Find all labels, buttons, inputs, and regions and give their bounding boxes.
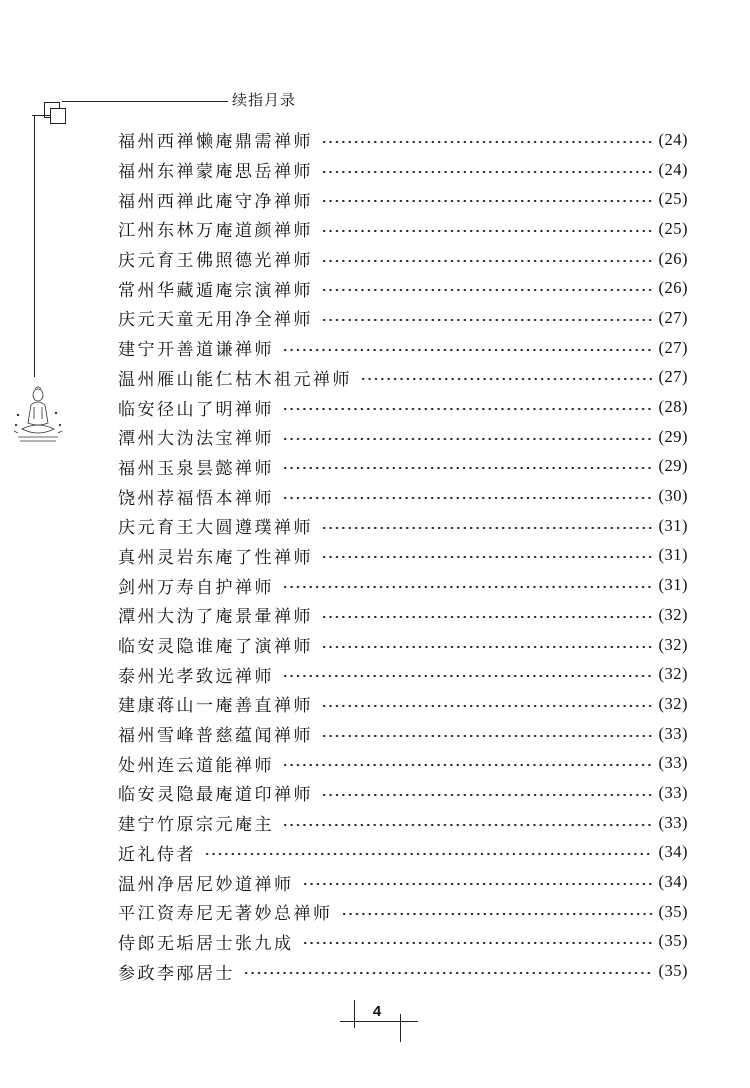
toc-entry: [118, 541, 688, 571]
dot-leader: [243, 968, 653, 974]
toc-entry: [118, 184, 688, 214]
toc-entry-page: (35): [658, 931, 688, 951]
dot-leader: [204, 849, 653, 855]
toc-entry-page: (33): [658, 812, 688, 832]
dot-leader: [282, 404, 653, 410]
toc-entry-page: (27): [658, 337, 688, 357]
toc-entry-title: 温州净居尼妙道禅师: [118, 874, 294, 895]
toc-entry-title: 福州西禅懒庵鼎需禅师: [118, 132, 313, 153]
toc-entry-title: 潭州大沩法宝禅师: [118, 429, 274, 450]
dot-leader: [321, 731, 653, 737]
toc-entry-page: (24): [658, 129, 688, 149]
toc-entry-title: 常州华藏遁庵宗演禅师: [118, 280, 313, 301]
toc-entry: [118, 303, 688, 333]
dot-leader: [282, 820, 653, 826]
toc-entry-title: 临安径山了明禅师: [118, 399, 274, 420]
dot-leader: [282, 345, 653, 351]
toc-entry-page: (33): [658, 753, 688, 773]
toc-entry: [118, 422, 688, 452]
toc-entry-page: (35): [658, 901, 688, 921]
toc-entry-page: (27): [658, 307, 688, 327]
toc-entry-title: 庆元育王大圆遵璞禅师: [118, 518, 313, 539]
header-rule: [62, 101, 228, 102]
toc-entry: [118, 956, 688, 986]
toc-entry-title: 建宁开善道谦禅师: [118, 340, 274, 361]
toc-entry: [118, 838, 688, 868]
dot-leader: [321, 552, 653, 558]
toc-entry-page: (30): [658, 486, 688, 506]
toc-entry-page: (25): [658, 189, 688, 209]
toc-entry-page: (32): [658, 604, 688, 624]
toc-entry-page: (31): [658, 515, 688, 535]
toc-entry-page: (31): [658, 575, 688, 595]
toc-entry-page: (26): [658, 248, 688, 268]
toc-entry-title: 福州西禅此庵守净禅师: [118, 191, 313, 212]
dot-leader: [321, 523, 653, 529]
toc-entry-page: (33): [658, 782, 688, 802]
toc-entry-page: (31): [658, 545, 688, 565]
table-of-contents: [118, 125, 688, 986]
toc-entry: [118, 452, 688, 482]
dot-leader: [321, 701, 653, 707]
toc-entry: [118, 214, 688, 244]
toc-entry: [118, 630, 688, 660]
toc-entry-title: 庆元育王佛照德光禅师: [118, 251, 313, 272]
toc-entry: [118, 392, 688, 422]
toc-entry-page: (34): [658, 842, 688, 862]
dot-leader: [282, 671, 653, 677]
toc-entry-title: 建宁竹原宗元庵主: [118, 815, 274, 836]
toc-entry-title: 侍郎无垢居士张九成: [118, 933, 294, 954]
dot-leader: [321, 790, 653, 796]
toc-entry: [118, 689, 688, 719]
toc-entry-title: 福州雪峰普慈蕴闻禅师: [118, 726, 313, 747]
toc-entry-title: 剑州万寿自护禅师: [118, 577, 274, 598]
dot-leader: [302, 879, 653, 885]
toc-entry-title: 庆元天童无用净全禅师: [118, 310, 313, 331]
toc-entry-title: 潭州大沩了庵景暈禅师: [118, 607, 313, 628]
toc-entry-title: 饶州荐福悟本禅师: [118, 488, 274, 509]
toc-entry-title: 温州雁山能仁枯木祖元禅师: [118, 369, 352, 390]
toc-entry-title: 福州东禅蒙庵思岳禅师: [118, 162, 313, 183]
dot-leader: [321, 256, 653, 262]
dot-leader: [321, 167, 653, 173]
dot-leader: [321, 196, 653, 202]
toc-entry: [118, 125, 688, 155]
dot-leader: [321, 226, 653, 232]
toc-entry-title: 江州东林万庵道颜禅师: [118, 221, 313, 242]
dot-leader: [321, 315, 653, 321]
toc-entry: [118, 867, 688, 897]
toc-entry-title: 真州灵岩东庵了性禅师: [118, 547, 313, 568]
toc-entry-title: 近礼侍者: [118, 844, 196, 865]
toc-entry-page: (32): [658, 664, 688, 684]
dot-leader: [302, 938, 653, 944]
dot-leader: [282, 760, 653, 766]
dot-leader: [321, 137, 653, 143]
toc-entry-page: (24): [658, 159, 688, 179]
toc-entry: [118, 719, 688, 749]
toc-entry-title: 泰州光孝致远禅师: [118, 666, 274, 687]
dot-leader: [321, 612, 653, 618]
book-title: 续指月录: [232, 91, 297, 109]
toc-entry-title: 福州玉泉昙懿禅师: [118, 458, 274, 479]
toc-entry: [118, 600, 688, 630]
toc-entry: [118, 363, 688, 393]
dot-leader: [341, 909, 653, 915]
toc-entry-page: (27): [658, 367, 688, 387]
toc-entry: [118, 748, 688, 778]
toc-entry-page: (33): [658, 723, 688, 743]
toc-entry-title: 建康蒋山一庵善直禅师: [118, 696, 313, 717]
toc-entry-title: 参政李邴居士: [118, 963, 235, 984]
dot-leader: [282, 463, 653, 469]
toc-entry-page: (25): [658, 218, 688, 238]
toc-entry: [118, 273, 688, 303]
toc-entry-page: (29): [658, 456, 688, 476]
toc-entry: [118, 808, 688, 838]
dot-leader: [321, 642, 653, 648]
toc-entry: [118, 333, 688, 363]
toc-entry-title: 临安灵隐最庵道印禅师: [118, 785, 313, 806]
dot-leader: [360, 374, 653, 380]
toc-entry: [118, 778, 688, 808]
toc-entry: [118, 511, 688, 541]
buddha-figure-icon: [12, 385, 64, 447]
toc-entry-page: (28): [658, 397, 688, 417]
toc-entry: [118, 570, 688, 600]
toc-entry-page: (32): [658, 693, 688, 713]
toc-entry: [118, 659, 688, 689]
toc-entry-title: 平江资寿尼无著妙总禅师: [118, 904, 333, 925]
toc-entry: [118, 155, 688, 185]
page-number: 4: [372, 1003, 382, 1020]
toc-entry-page: (26): [658, 278, 688, 298]
dot-leader: [321, 285, 653, 291]
dot-leader: [282, 493, 653, 499]
dot-leader: [282, 434, 653, 440]
toc-entry-page: (29): [658, 426, 688, 446]
toc-entry: [118, 244, 688, 274]
toc-entry: [118, 481, 688, 511]
toc-entry-page: (34): [658, 872, 688, 892]
toc-entry-page: (32): [658, 634, 688, 654]
toc-entry-title: 处州连云道能禅师: [118, 755, 274, 776]
toc-entry: [118, 927, 688, 957]
toc-entry-page: (35): [658, 961, 688, 981]
toc-entry: [118, 897, 688, 927]
toc-entry-title: 临安灵隐谁庵了演禅师: [118, 637, 313, 658]
dot-leader: [282, 582, 653, 588]
